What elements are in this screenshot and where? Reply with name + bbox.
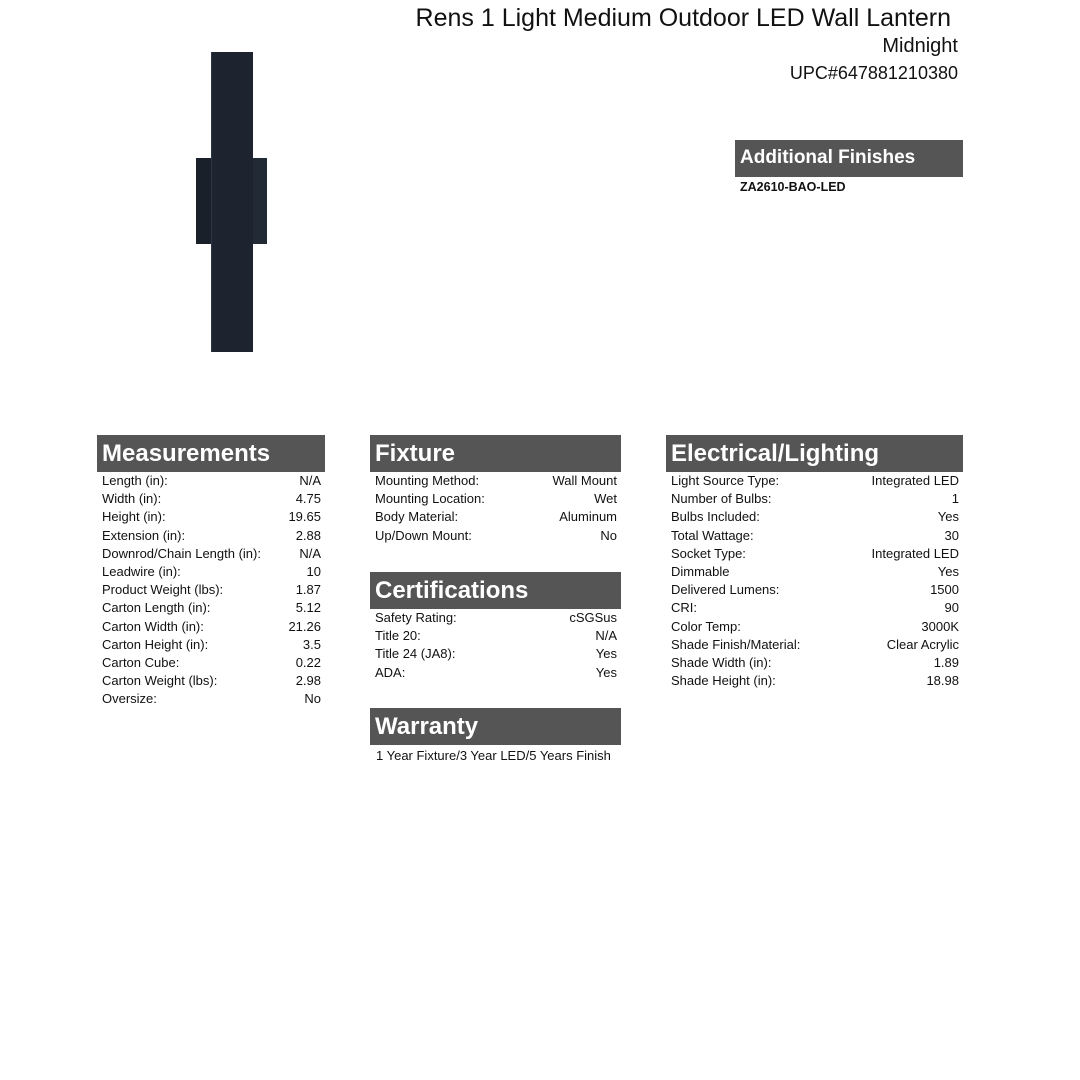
spec-value: 2.88 bbox=[295, 527, 321, 543]
spec-value: No bbox=[600, 527, 617, 543]
spec-label: Carton Height (in): bbox=[102, 636, 209, 652]
electrical-row bbox=[666, 563, 963, 581]
measurements-row bbox=[97, 490, 325, 508]
spec-value: 1500 bbox=[930, 582, 959, 598]
fixture-row bbox=[370, 508, 621, 526]
additional-finishes-header: Additional Finishes bbox=[735, 140, 963, 177]
spec-value: 21.26 bbox=[288, 618, 321, 634]
spec-label: Mounting Method: bbox=[375, 473, 480, 488]
measurements-row bbox=[97, 654, 325, 672]
spec-label: Mounting Location: bbox=[375, 491, 485, 507]
spec-label: Oversize: bbox=[102, 691, 157, 707]
spec-label: Body Material: bbox=[375, 509, 459, 525]
spec-value: Integrated LED bbox=[871, 545, 959, 561]
spec-label: ADA: bbox=[375, 664, 406, 680]
fixture-row bbox=[370, 527, 621, 545]
electrical-lighting-header: Electrical/Lighting bbox=[666, 435, 963, 472]
certifications-row bbox=[370, 627, 621, 645]
electrical-row bbox=[666, 581, 963, 599]
measurements-row bbox=[97, 508, 325, 526]
spec-value: cSGSus bbox=[569, 610, 617, 625]
spec-label: Shade Height (in): bbox=[671, 673, 776, 689]
spec-value: Wall Mount bbox=[552, 473, 617, 488]
fixture-header: Fixture bbox=[370, 435, 621, 472]
spec-label: Up/Down Mount: bbox=[375, 527, 472, 543]
spec-value: 3.5 bbox=[302, 636, 321, 652]
certifications-row bbox=[370, 645, 621, 663]
measurements-row bbox=[97, 545, 325, 563]
spec-label: Bulbs Included: bbox=[671, 509, 760, 525]
measurements-row bbox=[97, 690, 325, 708]
spec-value: Yes bbox=[595, 646, 617, 662]
spec-label: Dimmable bbox=[671, 564, 730, 580]
spec-value: 30 bbox=[944, 527, 959, 543]
spec-value: Yes bbox=[937, 564, 959, 580]
measurements-row bbox=[97, 618, 325, 636]
fixture-row bbox=[370, 490, 621, 508]
spec-label: CRI: bbox=[671, 600, 697, 616]
spec-label: Product Weight (lbs): bbox=[102, 582, 224, 598]
product-upc: UPC#647881210380 bbox=[789, 63, 958, 83]
spec-value: 19.65 bbox=[288, 509, 321, 525]
electrical-row bbox=[666, 527, 963, 545]
measurements-row bbox=[97, 581, 325, 599]
spec-label: Length (in): bbox=[102, 473, 168, 488]
spec-label: Carton Width (in): bbox=[102, 618, 204, 634]
spec-label: Carton Weight (lbs): bbox=[102, 673, 218, 689]
measurements-row bbox=[97, 527, 325, 545]
spec-value: 4.75 bbox=[295, 491, 321, 507]
fixture-row bbox=[370, 472, 621, 490]
certifications-header: Certifications bbox=[370, 572, 621, 609]
spec-value: 1 bbox=[951, 491, 959, 507]
measurements-row bbox=[97, 563, 325, 581]
spec-label: Height (in): bbox=[102, 509, 166, 525]
measurements-row bbox=[97, 672, 325, 690]
spec-label: Delivered Lumens: bbox=[671, 582, 780, 598]
spec-value: 5.12 bbox=[295, 600, 321, 616]
additional-finish-item[interactable]: ZA2610-BAO-LED bbox=[740, 180, 846, 194]
electrical-row bbox=[666, 599, 963, 617]
spec-value: Aluminum bbox=[559, 509, 617, 525]
spec-value: 90 bbox=[944, 600, 959, 616]
lantern-left-panel bbox=[196, 158, 212, 244]
spec-value: Clear Acrylic bbox=[886, 636, 959, 652]
spec-value: 1.89 bbox=[933, 655, 959, 671]
spec-value: 10 bbox=[306, 564, 321, 580]
spec-label: Extension (in): bbox=[102, 527, 186, 543]
electrical-row bbox=[666, 545, 963, 563]
electrical-row bbox=[666, 672, 963, 690]
wall-lantern-image bbox=[196, 52, 268, 352]
spec-label: Shade Finish/Material: bbox=[671, 636, 801, 652]
warranty-text: 1 Year Fixture/3 Year LED/5 Years Finish bbox=[376, 748, 611, 763]
fixture-table bbox=[370, 472, 621, 545]
lantern-edge bbox=[211, 52, 212, 352]
spec-label: Title 20: bbox=[375, 628, 421, 644]
spec-value: 2.98 bbox=[295, 673, 321, 689]
measurements-row bbox=[97, 472, 325, 490]
spec-label: Carton Length (in): bbox=[102, 600, 211, 616]
measurements-table bbox=[97, 472, 325, 709]
electrical-row bbox=[666, 490, 963, 508]
electrical-row bbox=[666, 618, 963, 636]
spec-value: N/A bbox=[595, 628, 617, 644]
spec-label: Socket Type: bbox=[671, 545, 746, 561]
certifications-table bbox=[370, 609, 621, 682]
certifications-row bbox=[370, 664, 621, 682]
certifications-row bbox=[370, 609, 621, 627]
electrical-row bbox=[666, 508, 963, 526]
spec-label: Color Temp: bbox=[671, 618, 741, 634]
spec-label: Light Source Type: bbox=[671, 473, 780, 488]
spec-label: Carton Cube: bbox=[102, 655, 180, 671]
spec-value: Yes bbox=[595, 664, 617, 680]
electrical-row bbox=[666, 472, 963, 490]
spec-value: 3000K bbox=[921, 618, 959, 634]
spec-label: Width (in): bbox=[102, 491, 162, 507]
lantern-right-panel bbox=[252, 158, 267, 244]
product-finish: Midnight bbox=[882, 35, 958, 57]
warranty-header: Warranty bbox=[370, 708, 621, 745]
spec-value: Wet bbox=[594, 491, 617, 507]
product-title: Rens 1 Light Medium Outdoor LED Wall Lantern bbox=[415, 4, 951, 32]
lantern-body bbox=[211, 52, 253, 352]
spec-label: Shade Width (in): bbox=[671, 655, 772, 671]
electrical-row bbox=[666, 654, 963, 672]
spec-value: Integrated LED bbox=[871, 473, 959, 488]
spec-label: Number of Bulbs: bbox=[671, 491, 772, 507]
electrical-row bbox=[666, 636, 963, 654]
spec-value: N/A bbox=[299, 473, 321, 488]
measurements-row bbox=[97, 599, 325, 617]
spec-label: Downrod/Chain Length (in): bbox=[102, 545, 261, 561]
spec-value: N/A bbox=[299, 545, 321, 561]
spec-value: 1.87 bbox=[295, 582, 321, 598]
spec-label: Safety Rating: bbox=[375, 610, 457, 625]
measurements-header: Measurements bbox=[97, 435, 325, 472]
measurements-row bbox=[97, 636, 325, 654]
spec-label: Title 24 (JA8): bbox=[375, 646, 456, 662]
spec-value: 18.98 bbox=[926, 673, 959, 689]
spec-label: Leadwire (in): bbox=[102, 564, 181, 580]
spec-value: No bbox=[304, 691, 321, 707]
spec-value: Yes bbox=[937, 509, 959, 525]
spec-label: Total Wattage: bbox=[671, 527, 754, 543]
electrical-lighting-table bbox=[666, 472, 963, 690]
spec-value: 0.22 bbox=[295, 655, 321, 671]
